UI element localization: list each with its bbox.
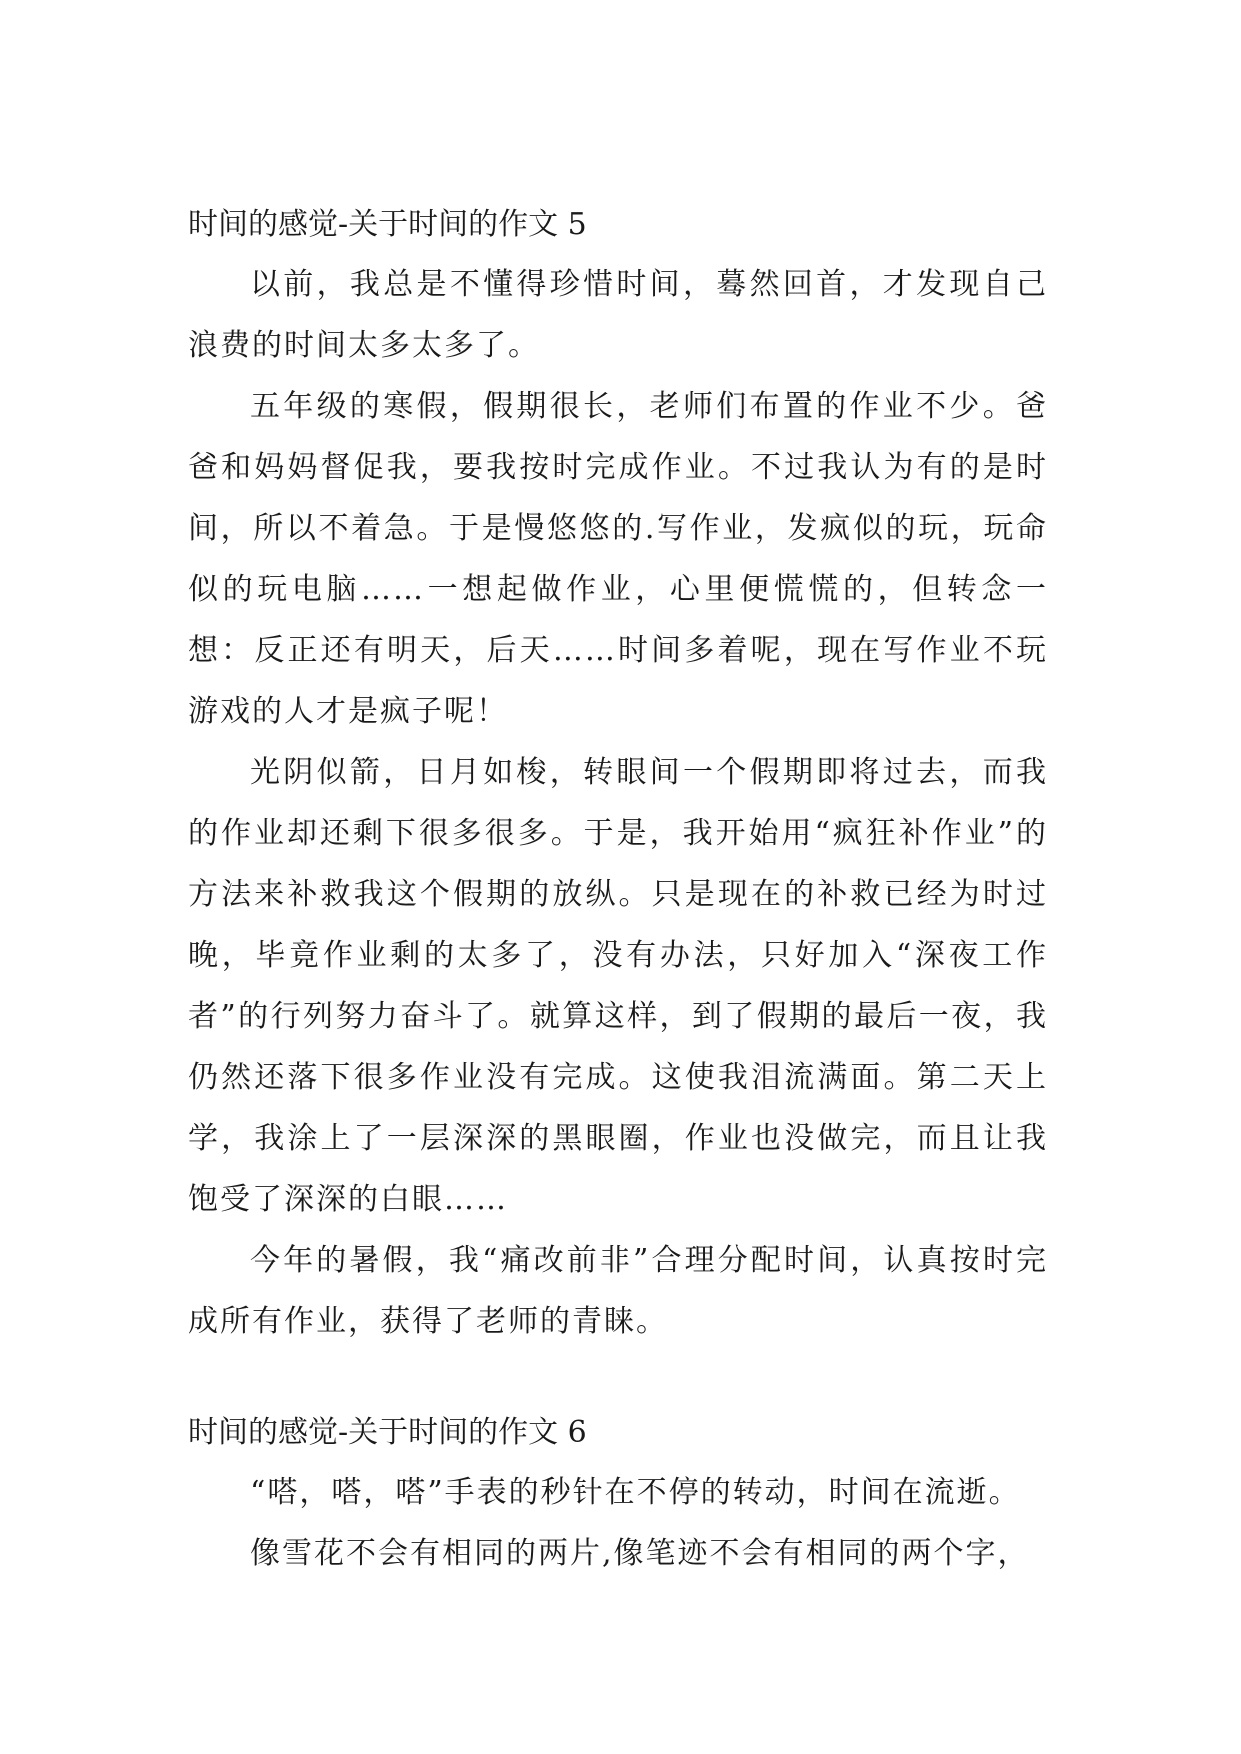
- essay-title: 时间的感觉-关于时间的作文 6: [188, 1415, 587, 1450]
- essay-5: [188, 200, 1048, 1352]
- essay-paragraph: 以前，我总是不懂得珍惜时间，蓦然回首，才发现自己浪费的时间太多太多了。: [188, 267, 1048, 363]
- essay-title: 时间的感觉-关于时间的作文 5: [188, 207, 587, 242]
- essay-paragraph: 五年级的寒假，假期很长，老师们布置的作业不少。爸爸和妈妈督促我，要我按时完成作业。不过我认为有的是时间，所以不着急。于是慢悠悠的.写作业，发疯似的玩，玩命似的玩电脑……一想起做作业，心里便慌慌的，但转念一想：反正还有明天，后天……时间多着呢，现在写作业不玩游戏的人才是疯子呢！: [188, 389, 1048, 729]
- essay-paragraph: “嗒，嗒，嗒”手表的秒针在不停的转动，时间在流逝。: [250, 1475, 1021, 1510]
- essay-6: [188, 1408, 1048, 1584]
- essay-paragraph: 光阴似箭，日月如梭，转眼间一个假期即将过去，而我的作业却还剩下很多很多。于是，我开始用“疯狂补作业”的方法来补救我这个假期的放纵。只是现在的补救已经为时过晚，毕竟作业剩的太多了，没有办法，只好加入“深夜工作者”的行列努力奋斗了。就算这样，到了假期的最后一夜，我仍然还落下很多作业没有完成。这使我泪流满面。第二天上学，我涂上了一层深深的黑眼圈，作业也没做完，而且让我饱受了深深的白眼……: [188, 755, 1048, 1217]
- essay-text-column: [188, 200, 1048, 1584]
- essay-paragraph: 今年的暑假，我“痛改前非”合理分配时间，认真按时完成所有作业，获得了老师的青睐。: [188, 1243, 1048, 1339]
- essay-paragraph: 像雪花不会有相同的两片,像笔迹不会有相同的两个字，: [250, 1536, 1030, 1571]
